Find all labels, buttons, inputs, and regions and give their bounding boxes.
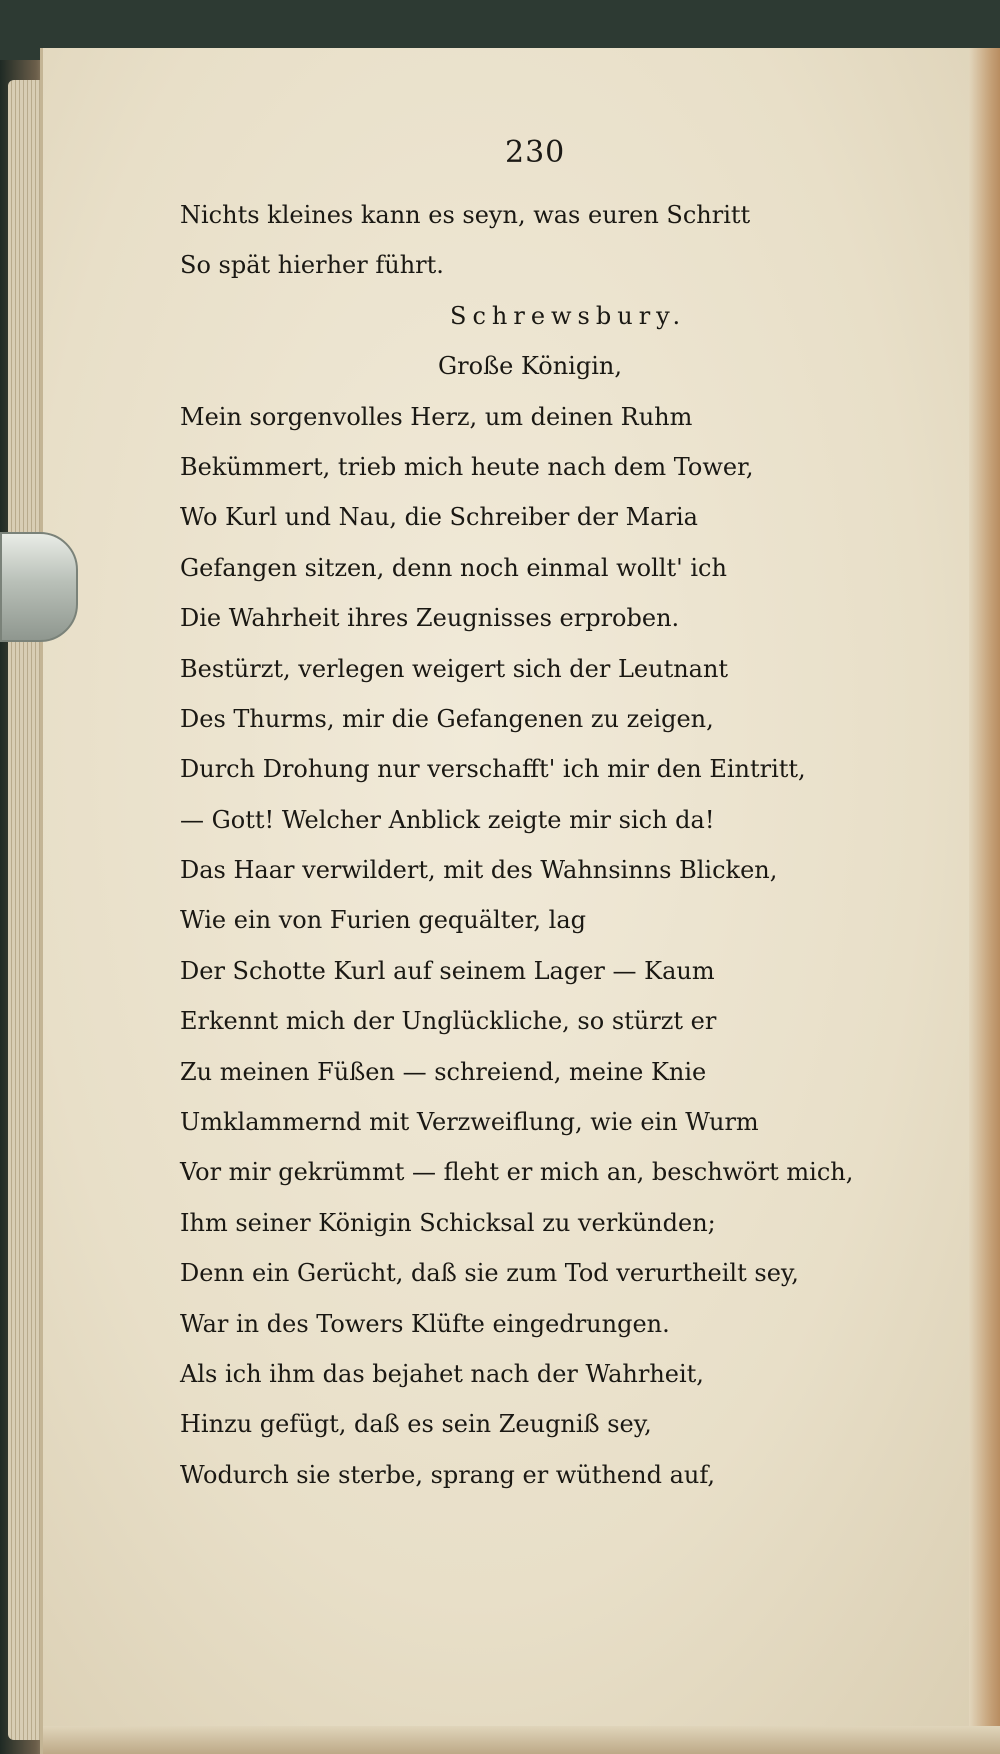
verse-line: Des Thurms, mir die Gefangenen zu zeigen, — [180, 704, 714, 733]
speaker-name: Schrewsbury. — [450, 301, 687, 330]
verse-line: Das Haar verwildert, mit des Wahnsinns Blicken, — [180, 856, 778, 885]
verse-line: Die Wahrheit ihres Zeugnisses erproben. — [180, 604, 680, 633]
verse-line: Umklammernd mit Verzweiflung, wie ein Wurm — [180, 1108, 759, 1137]
verse-line: Große Königin, — [438, 352, 622, 381]
verse-line: Nichts kleines kann es seyn, was euren Schritt — [180, 201, 751, 229]
verse-line: Gefangen sitzen, denn noch einmal wollt' ich — [180, 553, 727, 582]
verse-line: Erkennt mich der Unglückliche, so stürzt er — [180, 1007, 717, 1036]
page-edge — [969, 48, 1000, 1754]
verse-line: So spät hierher führt. — [180, 251, 444, 280]
verse-line: Wo Kurl und Nau, die Schreiber der Maria — [180, 503, 698, 532]
verse-line: Wodurch sie sterbe, sprang er wüthend auf, — [180, 1460, 715, 1489]
verse-line: Ihm seiner Königin Schicksal zu verkünden; — [180, 1208, 716, 1237]
page-number: 230 — [505, 135, 566, 170]
page-clip — [0, 532, 78, 642]
verse-line: — Gott! Welcher Anblick zeigte mir sich da! — [180, 805, 715, 834]
verse-text-block — [180, 190, 880, 1500]
verse-line: Der Schotte Kurl auf seinem Lager — Kaum — [180, 956, 715, 985]
verse-line: Vor mir gekrümmt — fleht er mich an, beschwört mich, — [180, 1158, 854, 1187]
verse-line: Durch Drohung nur verschafft' ich mir den Eintritt, — [180, 755, 806, 784]
verse-line: Zu meinen Füßen — schreiend, meine Knie — [180, 1057, 707, 1086]
verse-line: Mein sorgenvolles Herz, um deinen Ruhm — [180, 402, 693, 431]
verse-line: Bestürzt, verlegen weigert sich der Leutnant — [180, 654, 729, 683]
verse-line: Bekümmert, trieb mich heute nach dem Tower, — [180, 452, 754, 481]
verse-line: Denn ein Gerücht, daß sie zum Tod verurtheilt sey, — [180, 1259, 799, 1288]
page-bottom-edge — [43, 1726, 1000, 1754]
verse-line: War in des Towers Klüfte eingedrungen. — [180, 1309, 670, 1338]
verse-line: Als ich ihm das bejahet nach der Wahrheit, — [180, 1359, 704, 1388]
verse-line: Hinzu gefügt, daß es sein Zeugniß sey, — [180, 1410, 652, 1439]
verse-line: Wie ein von Furien gequälter, lag — [180, 906, 587, 935]
